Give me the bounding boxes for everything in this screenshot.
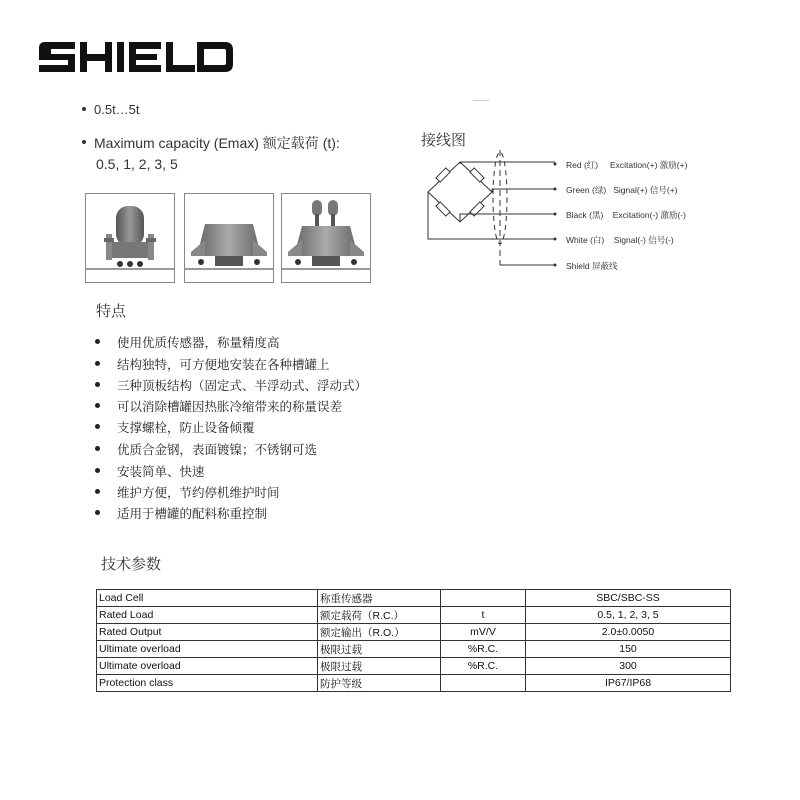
bullet-icon [95, 339, 100, 344]
spec-value: 0.5, 1, 2, 3, 5 [526, 607, 731, 624]
wire-white: White (白) Signal(-) 信号(-) [566, 235, 674, 245]
feature-item: 维护方便，节约停机维护时间 [95, 483, 280, 501]
wiring-diagram [420, 150, 570, 275]
capacity-values: 0.5, 1, 2, 3, 5 [96, 156, 178, 172]
spec-name-zh: 极限过载 [318, 641, 441, 658]
wire-red: Red (红) Excitation(+) 激励(+) [566, 160, 688, 170]
wire-green: Green (绿) Signal(+) 信号(+) [566, 185, 678, 195]
feature-item: 使用优质传感器，称量精度高 [95, 333, 280, 351]
feature-item: 安装简单、快速 [95, 462, 205, 480]
feature-item: 三种顶板结构（固定式、半浮动式、浮动式） [95, 376, 367, 394]
bullet-icon [95, 489, 100, 494]
spec-name-zh: 称重传感器 [318, 590, 441, 607]
shield-logo [37, 38, 237, 76]
load-cell-drawing [86, 194, 174, 282]
spec-name-en: Protection class [97, 675, 318, 692]
spec-value: 300 [526, 658, 731, 675]
bullet-icon [82, 140, 86, 144]
feature-item: 适用于槽罐的配料称重控制 [95, 504, 267, 522]
bullet-icon [82, 107, 86, 111]
spec-value: IP67/IP68 [526, 675, 731, 692]
bullet-icon [95, 382, 100, 387]
range-text: 0.5t…5t [94, 102, 140, 117]
spec-value: SBC/SBC-SS [526, 590, 731, 607]
bullet-icon [95, 361, 100, 366]
load-cell-drawing [185, 194, 273, 282]
wiring-title: 接线图 [421, 132, 467, 149]
product-image-fixed [85, 193, 175, 283]
spec-name-en: Load Cell [97, 590, 318, 607]
spec-name-zh: 极限过载 [318, 658, 441, 675]
table-row [97, 624, 731, 641]
feature-item: 结构独特，可方便地安装在各种槽罐上 [95, 355, 330, 373]
feature-item: 支撑螺栓，防止设备倾覆 [95, 418, 255, 436]
spec-unit: mV/V [441, 624, 526, 641]
table-row [97, 641, 731, 658]
table-row [97, 675, 731, 692]
range-line [82, 102, 140, 117]
table-row [97, 658, 731, 675]
product-image-floating [281, 193, 371, 283]
spec-name-en: Rated Load [97, 607, 318, 624]
spec-name-en: Ultimate overload [97, 658, 318, 675]
spec-name-en: Rated Output [97, 624, 318, 641]
load-cell-drawing [282, 194, 370, 282]
product-image-semi-floating [184, 193, 274, 283]
bullet-icon [95, 446, 100, 451]
capacity-line [82, 133, 340, 153]
spec-name-zh: 防护等级 [318, 675, 441, 692]
spec-name-zh: 额定载荷（R.C.） [318, 607, 441, 624]
divider [473, 100, 489, 101]
bullet-icon [95, 403, 100, 408]
spec-value: 150 [526, 641, 731, 658]
spec-unit: t [441, 607, 526, 624]
features-title: 特点 [96, 303, 127, 320]
specs-title: 技术参数 [101, 556, 162, 573]
capacity-label: Maximum capacity (Emax) 额定载荷 (t): [94, 135, 340, 151]
bullet-icon [95, 424, 100, 429]
bullet-icon [95, 510, 100, 515]
spec-unit: %R.C. [441, 658, 526, 675]
spec-unit [441, 590, 526, 607]
feature-item: 可以消除槽罐因热胀冷缩带来的称量误差 [95, 397, 342, 415]
bullet-icon [95, 468, 100, 473]
spec-name-en: Ultimate overload [97, 641, 318, 658]
table-row [97, 590, 731, 607]
spec-unit [441, 675, 526, 692]
wire-black: Black (黑) Excitation(-) 激励(-) [566, 210, 686, 220]
spec-value: 2.0±0.0050 [526, 624, 731, 641]
table-row [97, 607, 731, 624]
wire-shield: Shield 屏蔽线 [566, 261, 618, 271]
feature-item: 优质合金钢，表面镀镍；不锈钢可选 [95, 440, 317, 458]
spec-name-zh: 额定输出（R.O.） [318, 624, 441, 641]
specs-table [96, 589, 731, 692]
spec-unit: %R.C. [441, 641, 526, 658]
